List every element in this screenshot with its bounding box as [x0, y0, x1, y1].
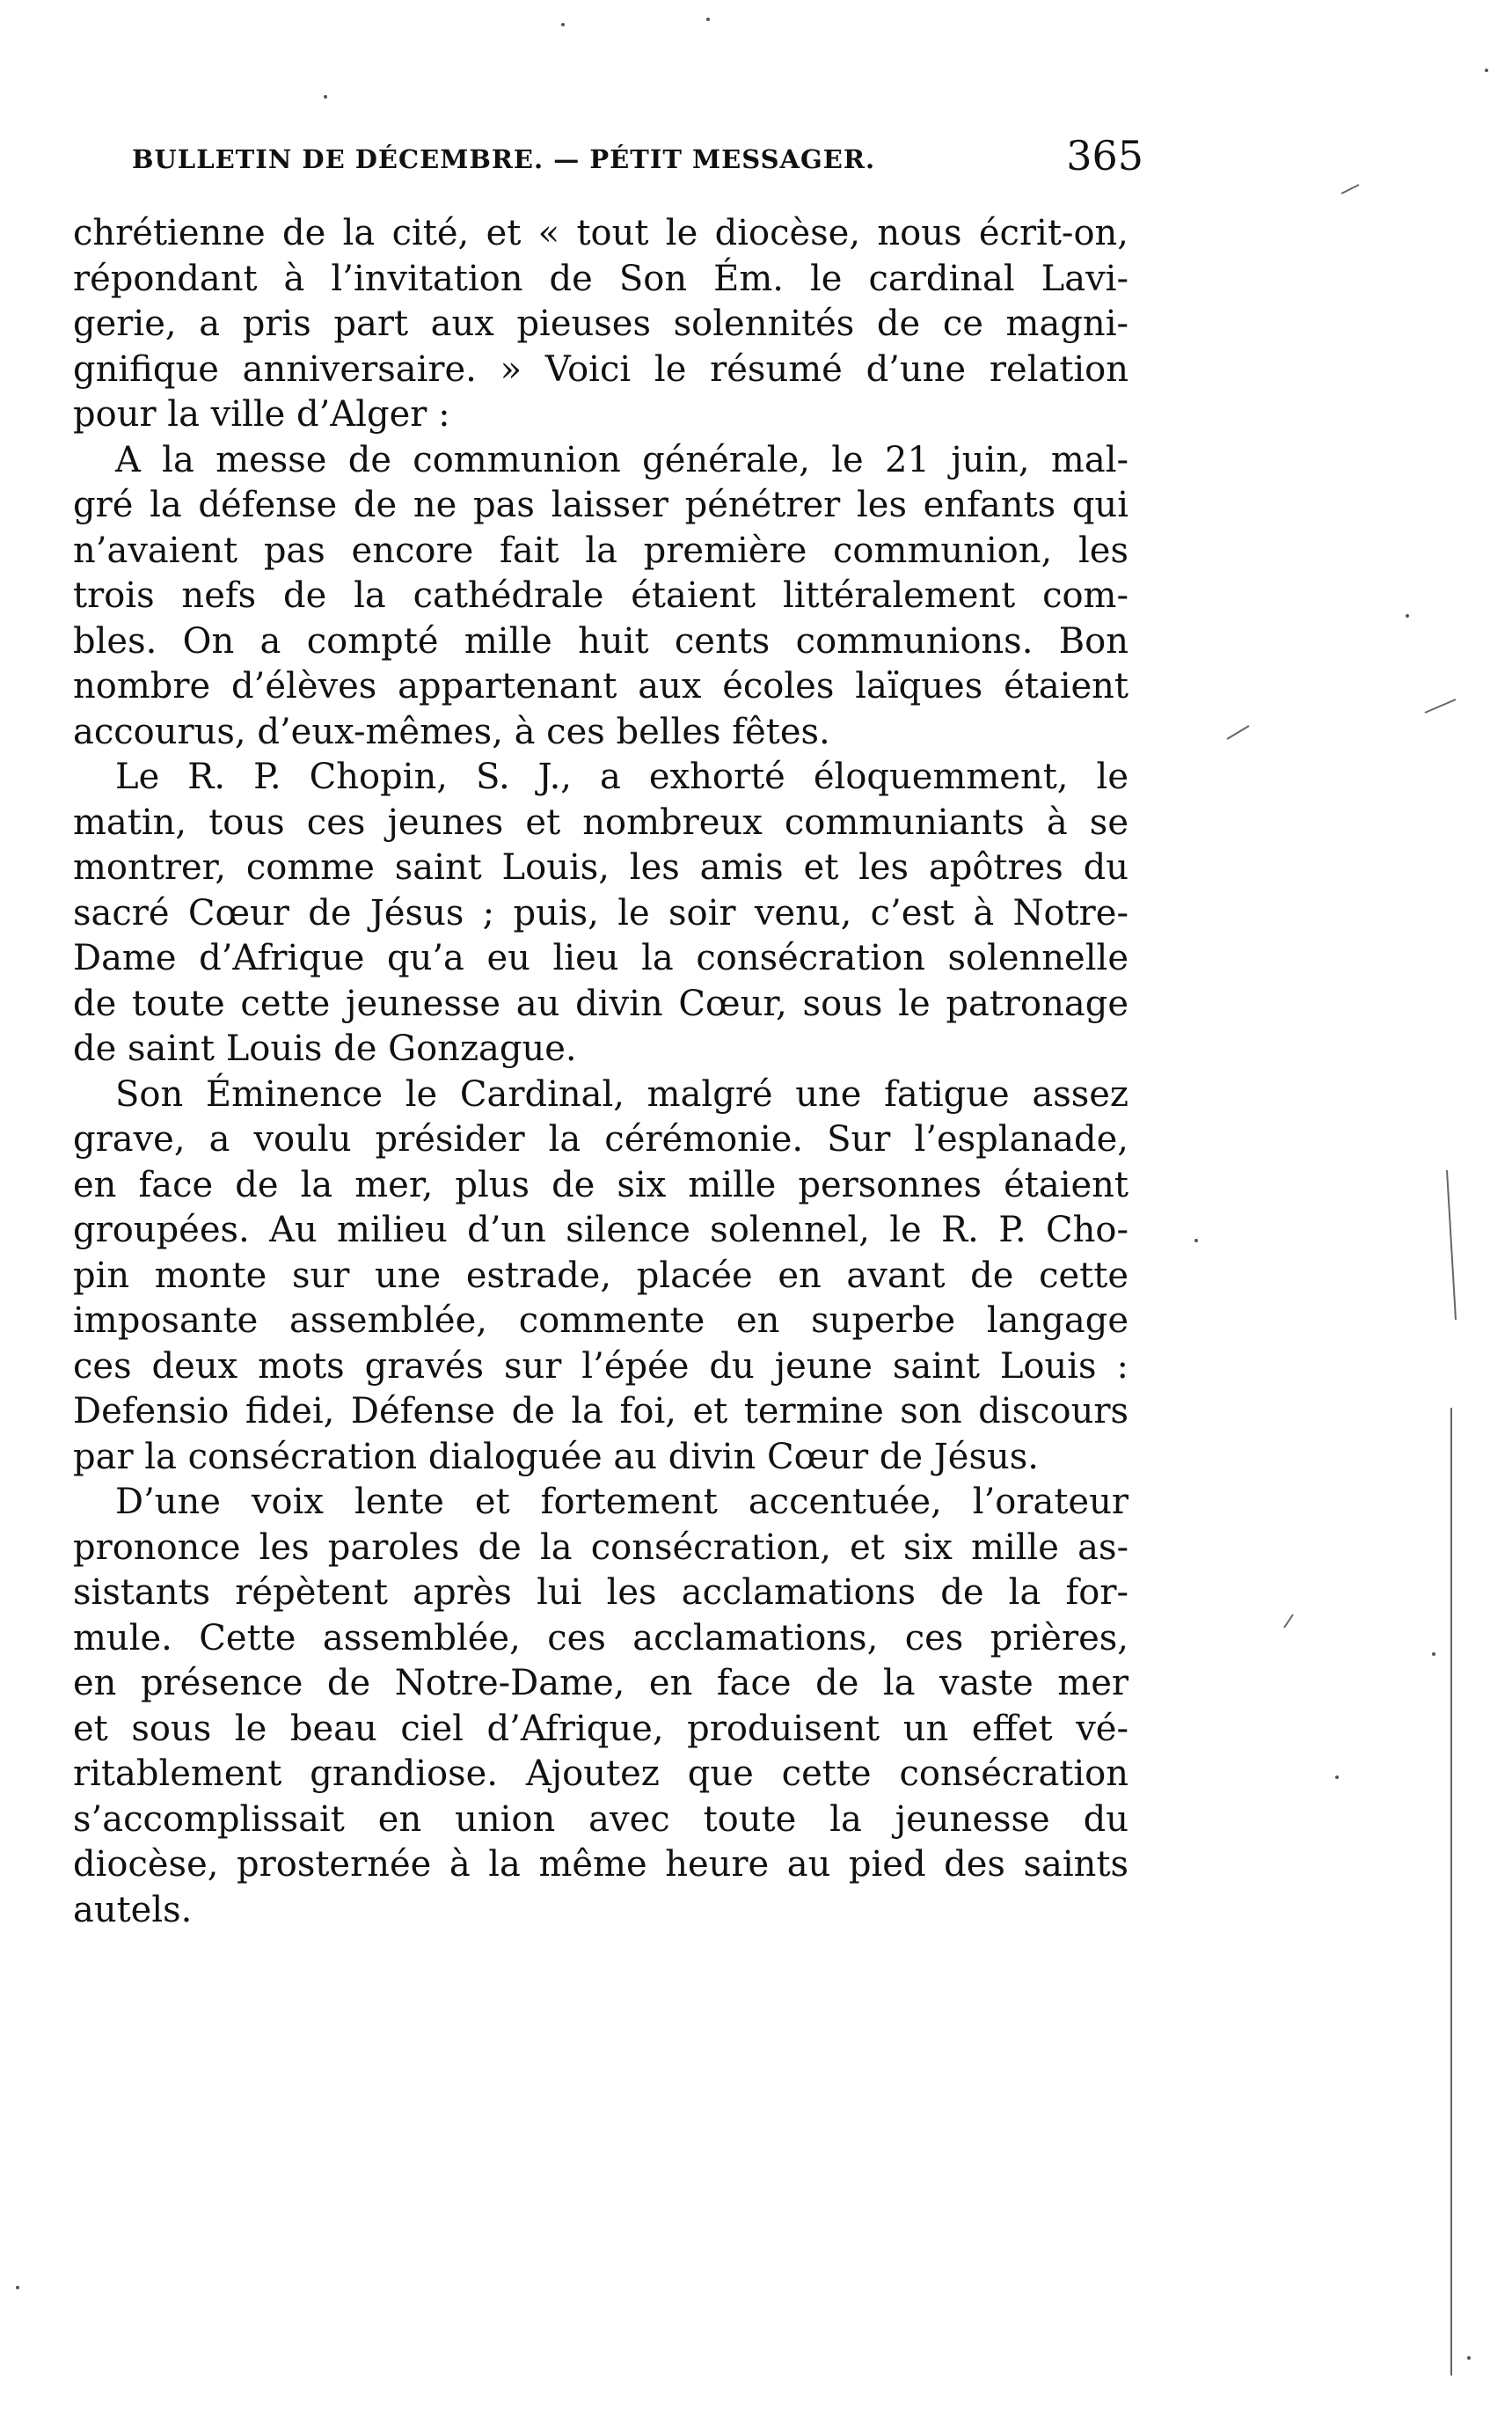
body-text [73, 211, 1129, 1933]
text-line: gré la défense de ne pas laisser pénétrer les enfants qui [73, 485, 1129, 525]
text-line: ritablement grandiose. Ajoutez que cette consécration [73, 1753, 1129, 1794]
page-number: 365 [1066, 132, 1143, 179]
text-line: répondant à l’invitation de Son Ém. le cardinal Lavi- [73, 258, 1129, 299]
text-line: sacré Cœur de Jésus ; puis, le soir venu, c’est à Notre- [73, 892, 1129, 933]
text-line: bles. On a compté mille huit cents communions. Bon [73, 620, 1129, 662]
text-line: de saint Louis de Gonzague. [73, 1029, 577, 1069]
text-line: gnifique anniversaire. » Voici le résumé d’une relation [73, 348, 1129, 390]
page-header [132, 132, 1143, 185]
text-line: A la messe de communion générale, le 21 juin, mal- [115, 439, 1129, 480]
text-line: de toute cette jeunesse au divin Cœur, sous le patronage [73, 983, 1129, 1024]
text-line: et sous le beau ciel d’Afrique, produisent un effet vé- [73, 1708, 1129, 1749]
text-line: diocèse, prosternée à la même heure au pied des saints [73, 1844, 1129, 1885]
text-line: Dame d’Afrique qu’a eu lieu la consécration solennelle [73, 938, 1129, 978]
text-line: en présence de Notre-Dame, en face de la vaste mer [73, 1663, 1129, 1703]
text-line: en face de la mer, plus de six mille personnes étaient [73, 1164, 1129, 1205]
text-line: mule. Cette assemblée, ces acclamations, ces prières, [73, 1617, 1129, 1658]
text-line: imposante assemblée, commente en superbe langage [73, 1300, 1129, 1341]
text-line: Son Éminence le Cardinal, malgré une fatigue assez [115, 1073, 1129, 1115]
text-line: par la consécration dialoguée au divin Cœur de Jésus. [73, 1436, 1040, 1477]
text-line: matin, tous ces jeunes et nombreux communiants à se [73, 802, 1129, 843]
text-line: nombre d’élèves appartenant aux écoles laïques étaient [73, 666, 1129, 706]
text-line: groupées. Au milieu d’un silence solennel, le R. P. Cho- [73, 1210, 1129, 1250]
text-line: chrétienne de la cité, et « tout le diocèse, nous écrit-on, [73, 213, 1129, 253]
text-line: sistants répètent après lui les acclamations de la for- [73, 1572, 1129, 1613]
scan-marks [1227, 185, 1456, 2376]
text-line: autels. [73, 1889, 193, 1930]
text-line: Le R. P. Chopin, S. J., a exhorté éloquemment, le [115, 757, 1129, 797]
text-line: trois nefs de la cathédrale étaient littéralement com- [73, 575, 1129, 616]
text-line: grave, a voulu présider la cérémonie. Sur l’esplanade, [73, 1119, 1129, 1160]
text-line: n’avaient pas encore fait la première communion, les [73, 530, 1129, 571]
text-line: D’une voix lente et fortement accentuée, l’orateur [115, 1482, 1129, 1522]
text-line: accourus, d’eux-mêmes, à ces belles fêtes. [73, 711, 830, 752]
text-line: s’accomplissait en union avec toute la jeunesse du [73, 1798, 1129, 1840]
running-title: BULLETIN DE DÉCEMBRE. — PÉTIT MESSAGER. [132, 144, 876, 174]
text-line: pour la ville d’Alger : [73, 394, 450, 435]
text-line: ces deux mots gravés sur l’épée du jeune saint Louis : [73, 1345, 1129, 1387]
text-line: pin monte sur une estrade, placée en avant de cette [73, 1255, 1129, 1296]
text-line: gerie, a pris part aux pieuses solennités de ce magni- [73, 304, 1129, 344]
text-line: prononce les paroles de la consécration, et six mille as- [73, 1526, 1129, 1568]
text-line: montrer, comme saint Louis, les amis et les apôtres du [73, 847, 1129, 888]
text-line: Defensio fidei, Défense de la foi, et termine son discours [73, 1391, 1129, 1431]
